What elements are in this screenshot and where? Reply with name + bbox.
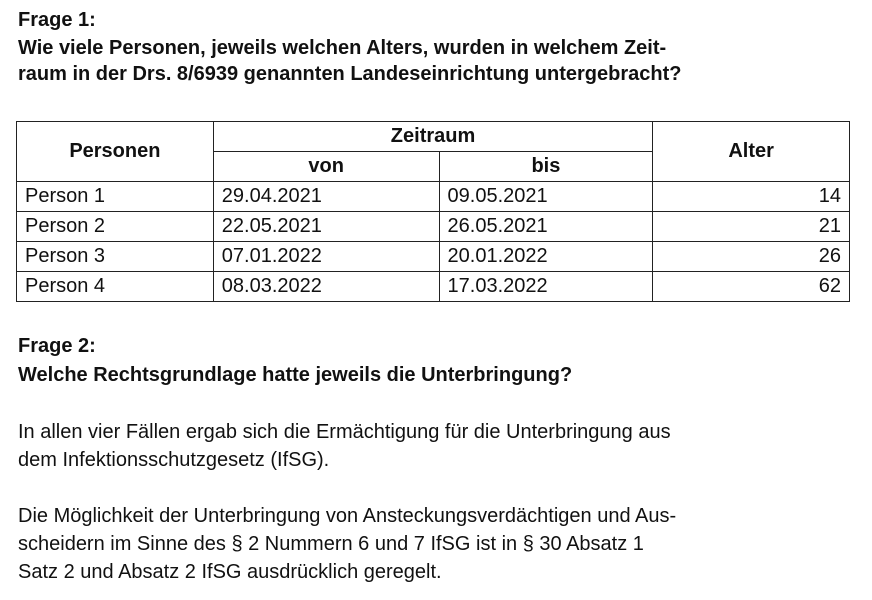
cell-person: Person 2 (17, 212, 214, 242)
table-row (17, 182, 850, 212)
cell-bis: 09.05.2021 (439, 182, 653, 212)
cell-bis: 17.03.2022 (439, 272, 653, 302)
answer-p1-line1: In allen vier Fällen ergab sich die Ermächtigung für die Unterbringung aus (18, 421, 671, 443)
cell-person: Person 4 (17, 272, 214, 302)
cell-von: 29.04.2021 (213, 182, 439, 212)
cell-alter: 21 (653, 212, 850, 242)
cell-von: 22.05.2021 (213, 212, 439, 242)
question1-line2: raum in der Drs. 8/6939 genannten Landeseinrichtung untergebracht? (18, 63, 682, 85)
cell-person: Person 1 (17, 182, 214, 212)
cell-von: 07.01.2022 (213, 242, 439, 272)
header-von: von (213, 152, 439, 182)
cell-von: 08.03.2022 (213, 272, 439, 302)
answer-p2-line2: scheidern im Sinne des § 2 Nummern 6 und 7 IfSG ist in § 30 Absatz 1 (18, 533, 644, 555)
cell-alter: 26 (653, 242, 850, 272)
accommodation-table (16, 121, 850, 302)
answer-p2-line3: Satz 2 und Absatz 2 IfSG ausdrücklich geregelt. (18, 561, 442, 583)
cell-bis: 26.05.2021 (439, 212, 653, 242)
header-zeitraum: Zeitraum (213, 122, 653, 152)
question1-label: Frage 1: (18, 9, 96, 31)
header-bis: bis (439, 152, 653, 182)
answer-paragraph-1 (18, 418, 858, 474)
answer-p2-line1: Die Möglichkeit der Unterbringung von Ansteckungsverdächtigen und Aus- (18, 505, 677, 527)
header-alter: Alter (653, 122, 850, 182)
question2-text: Welche Rechtsgrundlage hatte jeweils die Unterbringung? (18, 364, 573, 386)
table-header-row (17, 122, 850, 152)
header-personen: Personen (17, 122, 214, 182)
question1-line1: Wie viele Personen, jeweils welchen Alters, wurden in welchem Zeit- (18, 37, 667, 59)
answer-paragraph-2 (18, 502, 858, 586)
cell-alter: 62 (653, 272, 850, 302)
cell-person: Person 3 (17, 242, 214, 272)
table-row (17, 212, 850, 242)
question1-text (18, 35, 858, 87)
cell-alter: 14 (653, 182, 850, 212)
cell-bis: 20.01.2022 (439, 242, 653, 272)
table-row (17, 242, 850, 272)
table-row (17, 272, 850, 302)
answer-p1-line2: dem Infektionsschutzgesetz (IfSG). (18, 449, 330, 471)
question2-label: Frage 2: (18, 335, 96, 357)
